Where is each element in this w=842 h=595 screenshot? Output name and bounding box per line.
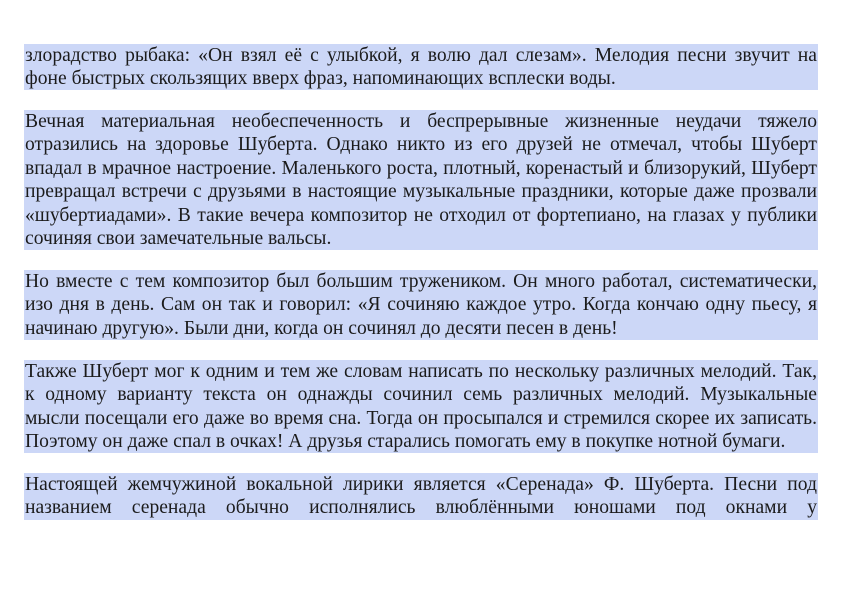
- paragraph-2: Вечная материальная необеспеченность и беспрерывные жизненные неудачи тяжело отразились на здоровье Шуберта. Однако никто из его друзей не отмечал, чтобы Шуберт впадал в мрачное настроение. Маленького роста, плотный, коренастый и близорукий, Шуберт превращал встречи с друзьями в настоящие музыкальные праздники, которые даже прозвали «шубертиадами». В такие вечера композитор не отходил от фортепиано, на глазах у публики сочиняя свои замечательные вальсы.: [25, 111, 817, 250]
- paragraph-4: Также Шуберт мог к одним и тем же словам написать по нескольку различных мелодий. Так, к одному варианту текста он однажды сочинил семь различных мелодий. Музыкальные мысли посещали его даже во время сна. Тогда он просыпался и стремился скорее их записать. Поэтому он даже спал в очках! А друзья старались помогать ему в покупке нотной бумаги.: [25, 360, 817, 453]
- paragraph-3: Но вместе с тем композитор был большим тружеником. Он много работал, систематически, изо дня в день. Сам он так и говорил: «Я сочиняю каждое утро. Когда кончаю одну пьесу, я начинаю другую». Были дни, когда он сочинял до десяти песен в день!: [25, 271, 817, 339]
- paragraph-1: злорадство рыбака: «Он взял её с улыбкой, я волю дал слезам». Мелодия песни звучит на фоне быстрых скользящих вверх фраз, напоминающих всплески воды.: [25, 44, 817, 89]
- paragraph-5: Настоящей жемчужиной вокальной лирики является «Серенада» Ф. Шуберта. Песни под названием серенада обычно исполнялись влюблёнными юношами под окнами у: [25, 474, 817, 519]
